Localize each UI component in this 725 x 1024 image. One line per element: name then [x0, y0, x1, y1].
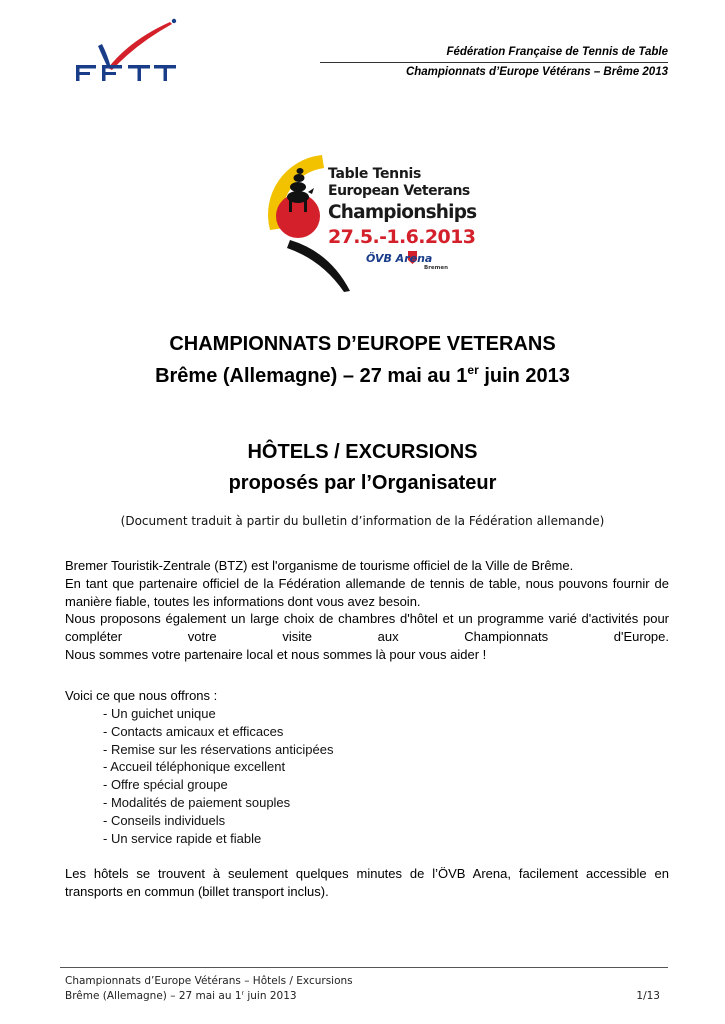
footer-title: Championnats d’Europe Vétérans – Hôtels / Excursions	[65, 975, 353, 987]
list-item: - Contacts amicaux et efficaces	[103, 723, 284, 739]
section-subtitle: proposés par l’Organisateur	[228, 472, 497, 494]
list-item: - Modalités de paiement souples	[103, 794, 291, 810]
list-item: - Un guichet unique	[103, 706, 216, 721]
offers-list	[103, 705, 333, 847]
event-logo-arena: ÖVB Arena	[366, 252, 433, 265]
intro-paragraphs	[65, 557, 669, 664]
page-number: 1/13	[636, 990, 660, 1002]
fftt-logo	[70, 18, 180, 84]
intro-line: Nous proposons également un large choix de chambres d'hôtel et un programme varié d'activités pour compléter votre visite aux Championnats d'Europe.	[65, 611, 669, 645]
header-divider	[320, 62, 668, 63]
event-logo-city: Bremen	[424, 265, 449, 271]
main-subtitle: Brême (Allemagne) – 27 mai au 1er juin 2013	[155, 363, 570, 387]
list-item: - Accueil téléphonique excellent	[103, 759, 286, 775]
event-logo-line2: European Veterans	[328, 183, 470, 199]
event-logo-dates: 27.5.-1.6.2013	[328, 226, 476, 248]
header-federation: Fédération Française de Tennis de Table	[446, 46, 668, 58]
list-item: - Un service rapide et fiable	[103, 830, 262, 846]
list-item: - Remise sur les réservations anticipées	[103, 741, 334, 757]
intro-line: Bremer Touristik-Zentrale (BTZ) est l'organisme de tourisme officiel de la Ville de Brême.	[65, 558, 574, 573]
section-title: HÔTELS / EXCURSIONS	[247, 441, 478, 463]
event-logo-line3: Championships	[328, 202, 477, 223]
translation-note: (Document traduit à partir du bulletin d’information de la Fédération allemande)	[120, 514, 605, 528]
intro-line: En tant que partenaire officiel de la Fédération allemande de tennis de table, nous pouvons fournir de manière fiable, toutes les informations dont vous avez besoin.	[65, 575, 669, 609]
list-item: - Conseils individuels	[103, 812, 226, 828]
intro-line: Nous sommes votre partenaire local et nous sommes là pour vous aider !	[65, 646, 487, 662]
footer-divider	[60, 967, 668, 968]
list-item: - Offre spécial groupe	[103, 777, 228, 793]
closing-paragraph: Les hôtels se trouvent à seulement quelques minutes de l’ÖVB Arena, facilement accessible en transports en commun (billet transport inclus).	[65, 866, 669, 899]
main-title: CHAMPIONNATS D’EUROPE VETERANS	[169, 333, 556, 355]
offers-intro: Voici ce que nous offrons :	[65, 688, 218, 703]
footer-subtitle: Brême (Allemagne) – 27 mai au 1$^r$ juin 2013	[65, 990, 297, 1002]
event-logo-line1: Table Tennis	[328, 166, 422, 182]
header-event: Championnats d’Europe Vétérans – Brême 2013	[405, 66, 668, 78]
